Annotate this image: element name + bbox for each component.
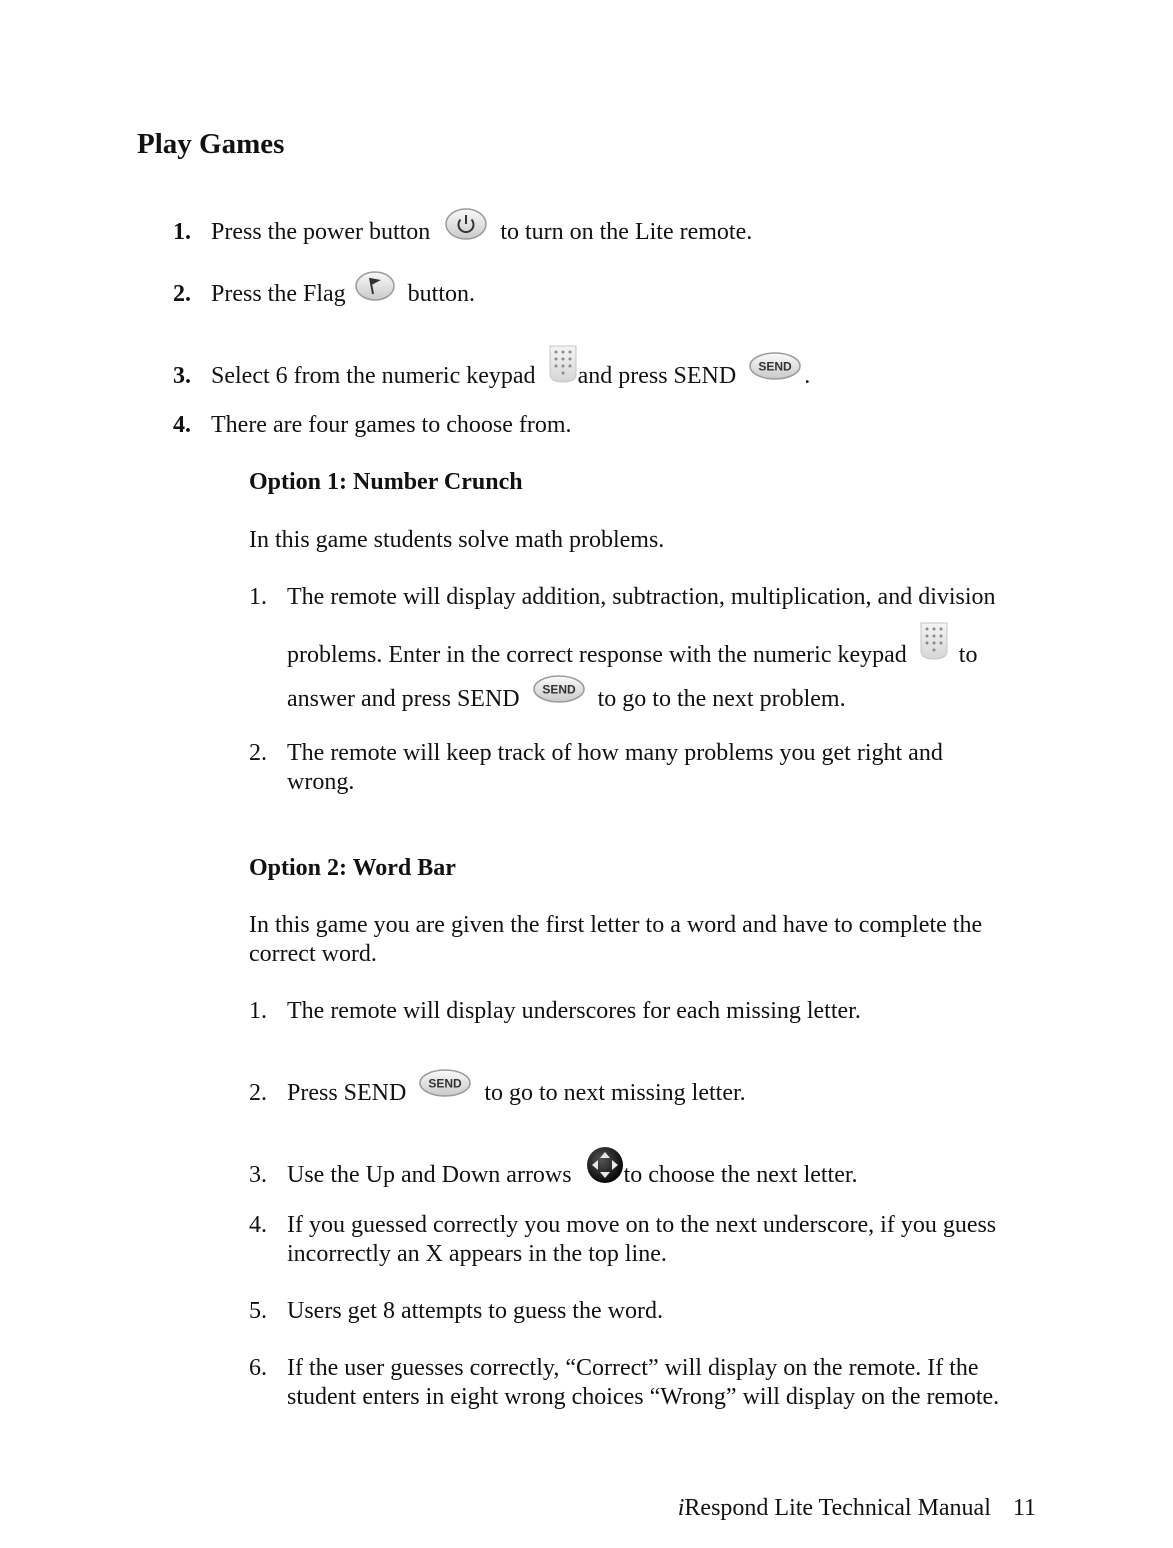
option-2-item-6-line-2: student enters in eight wrong choices “Wrong” will display on the remote. [287,1384,1000,1410]
svg-text:SEND: SEND [428,1076,463,1091]
power-button-icon [444,207,488,248]
option-2-item-6-line-1: 6. If the user guesses correctly, “Correct” will display on the remote. If the [249,1355,979,1381]
option-1-item-1-line-2: problems. Enter in the correct response with the numeric keypad to [287,633,977,680]
option-2-item-1: 1. The remote will display underscores for each missing letter. [249,998,861,1024]
option-1-item-2-line-1: 2. The remote will keep track of how many problems you get right and [249,740,943,766]
option-1-item-1-line-1: 1. The remote will display addition, subtraction, multiplication, and division [249,584,996,610]
option-2-item-2: 2. Press SEND SEND to go to next missing letter. [249,1076,746,1113]
page-number: 11 [1012,1495,1036,1521]
option-2-intro-line-2: correct word. [249,941,377,967]
flag-button-icon [354,270,396,309]
send-button-icon [532,674,586,711]
option-2-item-4-line-2: incorrectly an X appears in the top line. [287,1241,667,1267]
svg-text:SEND: SEND [758,359,792,374]
option-1-heading: Option 1: Number Crunch [249,469,523,495]
send-button-icon [748,351,802,388]
option-2-item-5: 5. Users get 8 attempts to guess the word. [249,1298,663,1324]
navigation-arrows-icon [586,1146,624,1191]
numeric-keypad-icon [919,621,949,668]
option-2-intro-line-1: In this game you are given the first letter to a word and have to complete the [249,912,983,938]
step-2: 2. Press the Flag button. [173,276,475,315]
step-3: 3. Select 6 from the numeric keypad and press SEND SEND . [173,354,810,401]
send-button-icon [418,1068,472,1105]
page-title: Play Games [137,128,285,160]
option-2-item-4-line-1: 4. If you guessed correctly you move on to the next underscore, if you guess [249,1212,997,1238]
numeric-keypad-icon [548,344,578,391]
option-2-heading: Option 2: Word Bar [249,855,456,881]
svg-text:SEND: SEND [541,682,576,697]
option-1-item-2-line-2: wrong. [287,769,355,795]
page-footer: iRespond Lite Technical Manual 11 [677,1495,1036,1521]
step-4: 4. There are four games to choose from. [173,412,572,438]
option-1-item-1-line-3: answer and press SEND SEND to go to the next problem. [287,682,846,719]
step-1: 1. Press the power button to turn on the Lite remote. [173,213,752,254]
option-2-item-3: 3. Use the Up and Down arrows to choose the next letter. [249,1154,858,1199]
option-1-intro: In this game students solve math problems. [249,527,665,553]
